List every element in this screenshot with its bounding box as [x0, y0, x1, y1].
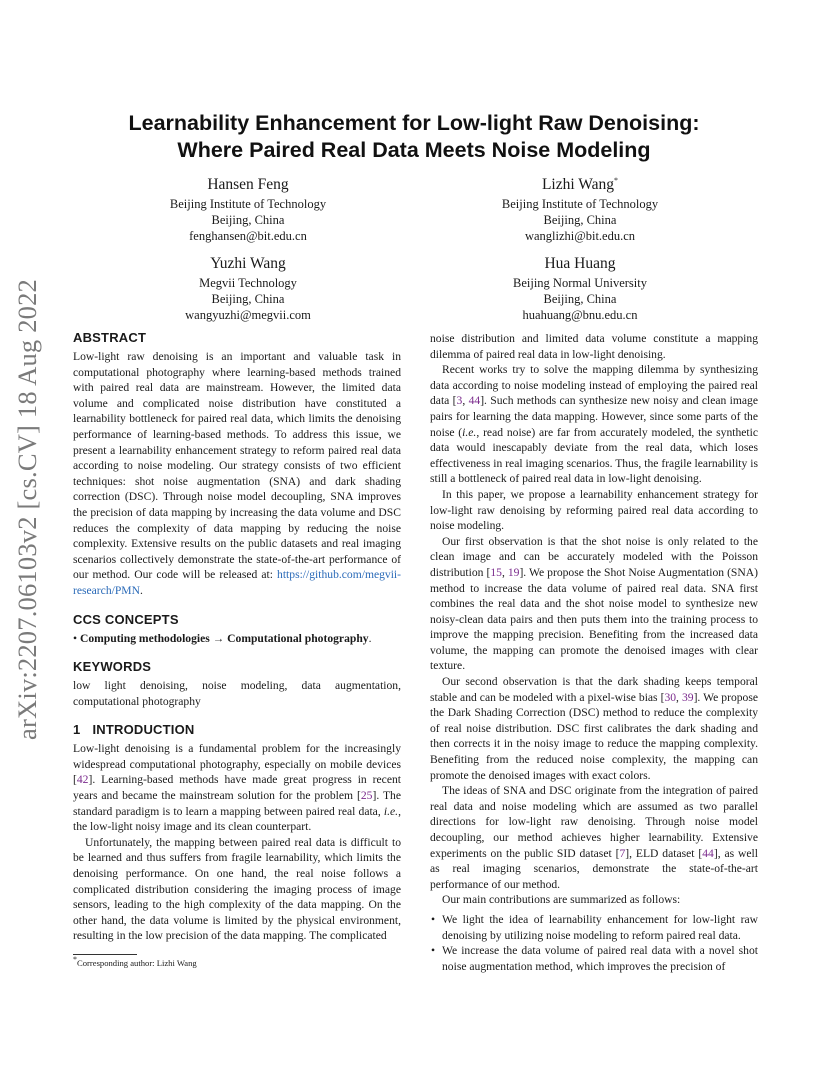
citation-link[interactable]: 42	[76, 773, 89, 787]
paper-title	[0, 110, 828, 164]
author-block-1	[146, 175, 350, 244]
keywords-text: low light denoising, noise modeling, data augmentation, computational photography	[73, 679, 401, 708]
author-affiliation: Megvii Technology	[199, 276, 297, 290]
author-name: Lizhi Wang*	[541, 175, 619, 193]
right-paragraph-0: noise distribution and limited data volume constitute a mapping dilemma of paired real data in low-light denoising.	[430, 332, 758, 361]
citation-link[interactable]: 30	[664, 690, 677, 704]
author-name: Yuzhi Wang	[210, 255, 286, 272]
abstract-text: Low-light raw denoising is an important and valuable task in computational photography where learning-based methods trained with paired real data are mainstream. However, the limited data volume and complicated noise distribution have constituted a learnability bottleneck for paired real data, which limits the denoising performance of learning-based methods. To address this issue, we present a learnability enhancement strategy to reform paired real data according to noise modeling. Our strategy consists of two efficient techniques: shot noise augmentation (SNA) and dark shading correction (DSC). Through noise model decoupling, SNA improves the precision of data mapping by increasing the data volume and DSC reduces the complexity of data mapping by reducing the noise complexity. Extensive results on the public datasets and real imaging scenarios collectively demonstrate the state-of-the-art performance of our method. Our code will be released at: https://github.com/megvii-research/PMN.	[73, 350, 402, 597]
intro-paragraph-2: Unfortunately, the mapping between paired real data is difficult to be learned and thus suffers from fragile learnability, which limits the denoising performance. On one hand, the real noise follows a complicated distribution considering the imaging process of image sensors, leading to the high complexity of the data mapping. On the other hand, the data volume is limited by the physical environment, resulting in the low precision of the data mapping. The complicated	[73, 835, 401, 943]
right-paragraph-5: The ideas of SNA and DSC originate from the integration of paired real data and noise modeling which are assumed as two parallel directions for low-light raw denoising. Through noise model decoupling, our method achieves higher learnability. Extensive experiments on the public SID dataset [7], ELD dataset [44], as well as real imaging scenarios, demonstrate the state-of-the-art performance of our method.	[430, 784, 758, 891]
author-email: fenghansen@bit.edu.cn	[189, 229, 307, 243]
arxiv-identifier: arXiv:2207.06103v2 [cs.CV] 18 Aug 2022	[12, 278, 42, 740]
left-column	[73, 330, 401, 969]
ccs-text: • Computing methodologies → Computational photography.	[73, 631, 372, 645]
bullet-icon: •	[431, 912, 436, 926]
author-affiliation: Beijing Normal University	[512, 276, 647, 290]
author-email: huahuang@bnu.edu.cn	[522, 308, 638, 322]
citation-link[interactable]: 44	[468, 394, 481, 408]
citation-link[interactable]: 7	[619, 846, 626, 860]
author-email: wanglizhi@bit.edu.cn	[524, 229, 636, 243]
author-location: Beijing, China	[543, 292, 617, 306]
right-paragraph-2: In this paper, we propose a learnability enhancement strategy for low-light raw denoising by reforming paired real data according to noise modeling.	[430, 487, 758, 533]
author-affiliation: Beijing Institute of Technology	[501, 197, 659, 211]
footnote-divider	[73, 954, 137, 955]
right-paragraph-3: Our first observation is that the shot noise is only related to the clean image and can be accurately modeled with the Poisson distribution [15, 19]. We propose the Shot Noise Augmentation (SNA) method to increase the data volume of paired real data. SNA first combines the real data and the shot noise model to synthesize new noisy-clean data pairs and then puts them into the training process to improve the mapping precision. Benefiting from the increased data volume, the mapping can promote the denoised images with clear texture.	[430, 534, 758, 673]
corresponding-mark: *	[614, 175, 619, 185]
citation-link[interactable]: 25	[360, 789, 373, 803]
keywords-heading: KEYWORDS	[73, 659, 152, 675]
author-name: Hua Huang	[544, 255, 616, 272]
abstract-heading: ABSTRACT	[73, 330, 147, 345]
author-name: Hansen Feng	[207, 176, 289, 193]
author-block-3	[146, 254, 350, 323]
list-item: • We light the idea of learnability enhancement for low-light raw denoising by utilizing noise modeling to reform paired real data.	[431, 912, 758, 942]
intro-paragraph-1: Low-light denoising is a fundamental problem for the increasingly widespread computational photography, especially on mobile devices [42]. Learning-based methods have made great progress in recent years and became the mainstream solution for the problem [25]. The standard paradigm is to learn a mapping between paired real data, i.e., the low-light noisy image and its clean counterpart.	[73, 742, 401, 834]
right-paragraph-1: Recent works try to solve the mapping dilemma by synthesizing data according to noise modeling instead of employing the paired real data [3, 44]. Such methods can synthesize new noisy and clean image pairs for learning the data mapping. However, since some parts of the noise (i.e., read noise) are far from accurately modeled, the synthetic data would inescapably deviate from the real data, which loses effectiveness in real imaging scenarios. Thus, the fragile learnability is still a bottleneck of paired real data in low-light denoising.	[430, 363, 759, 486]
list-item: • We increase the data volume of paired real data with a novel shot noise augmentation method, which improves the precision of	[431, 944, 758, 973]
author-location: Beijing, China	[543, 213, 617, 227]
title-line-1: Learnability Enhancement for Low-light Raw Denoising:	[128, 111, 700, 135]
right-paragraph-4: Our second observation is that the dark shading keeps temporal stable and can be modeled with a pixel-wise bias [30, 39]. We propose the Dark Shading Correction (DSC) method to reduce the complexity of real noise distribution. DSC first calibrates the dark shading and then corrects it in the noisy image to reduce the mapping complexity. Benefiting from the reduced noise complexity, the mapping can promote the denoised images with exact colors.	[430, 675, 759, 782]
code-link[interactable]: https://github.com/megvii-research/PMN	[73, 568, 402, 597]
author-block-2	[478, 175, 682, 244]
footnote: *Corresponding author: Lizhi Wang	[73, 955, 197, 968]
contributions-list	[430, 912, 758, 974]
author-affiliation: Beijing Institute of Technology	[169, 197, 327, 211]
author-location: Beijing, China	[211, 213, 285, 227]
author-block-4	[478, 254, 682, 323]
bullet-icon: •	[431, 944, 436, 958]
right-paragraph-6: Our main contributions are summarized as follows:	[442, 893, 681, 907]
citation-link[interactable]: 39	[681, 690, 694, 704]
citation-link[interactable]: 3	[456, 394, 463, 408]
citation-link[interactable]: 44	[702, 846, 714, 860]
ccs-heading: CCS CONCEPTS	[73, 611, 179, 627]
right-column	[430, 331, 758, 974]
citation-link[interactable]: 15	[490, 565, 502, 579]
citation-link[interactable]: 19	[507, 565, 520, 579]
author-email: wangyuzhi@megvii.com	[185, 308, 311, 322]
title-line-2: Where Paired Real Data Meets Noise Modeling	[177, 138, 651, 162]
author-location: Beijing, China	[211, 292, 285, 306]
ccs-bullet: •	[73, 631, 78, 645]
introduction-heading: 1 INTRODUCTION	[73, 722, 195, 738]
